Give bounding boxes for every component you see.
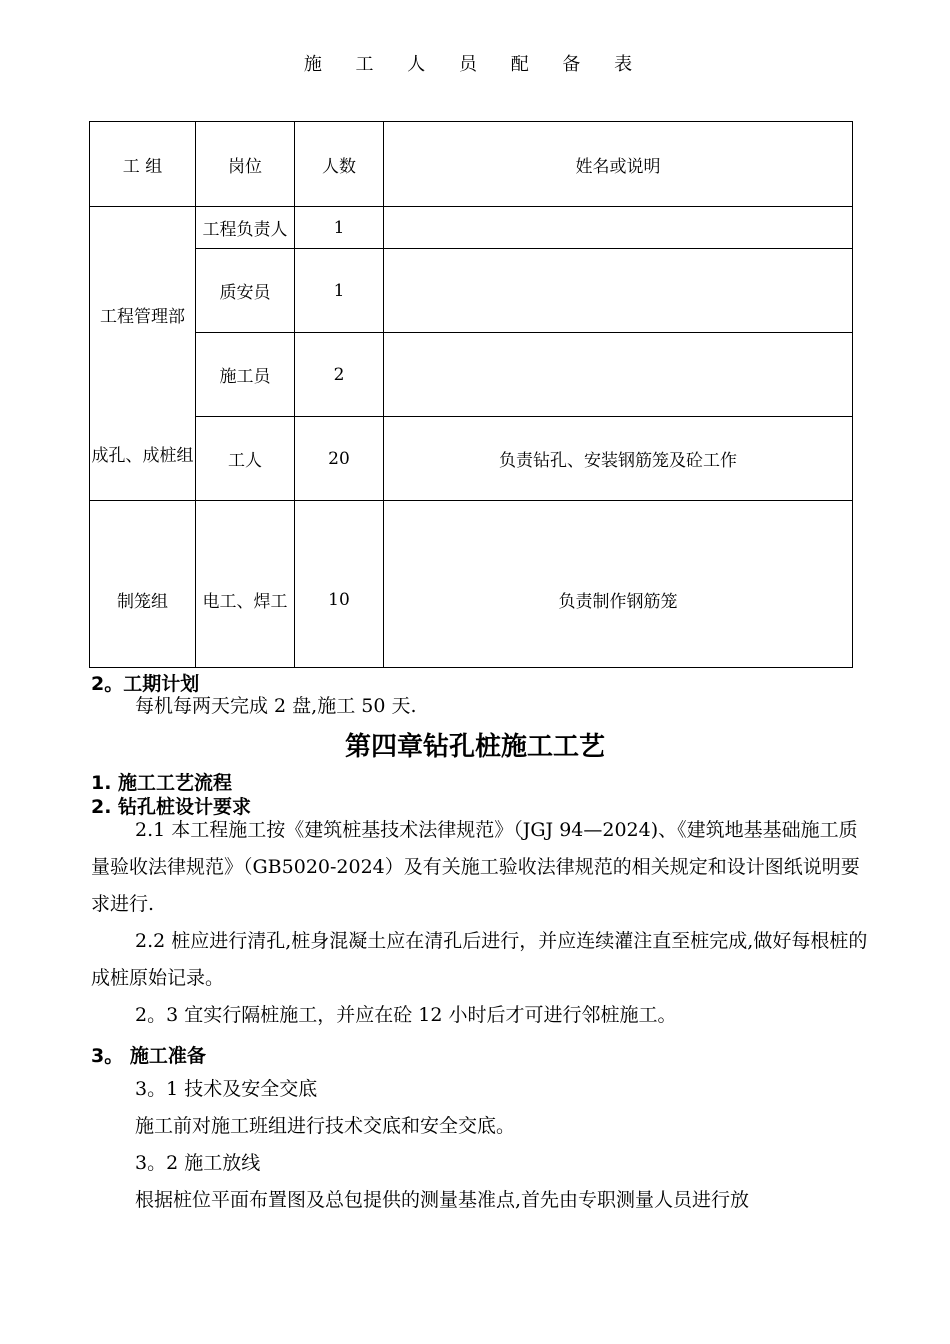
note-cell: 负责制作钢筋笼 bbox=[384, 501, 853, 668]
group-name: 工程管理部 bbox=[100, 307, 185, 327]
group-cell: 制笼组 bbox=[90, 501, 196, 668]
table-row bbox=[90, 207, 853, 249]
table-row bbox=[90, 333, 853, 417]
section-heading: 2. 钻孔桩设计要求 bbox=[91, 796, 252, 818]
table-header-row bbox=[90, 122, 853, 207]
chapter-title: 第四章钻孔桩施工工艺 bbox=[344, 732, 605, 762]
note-cell bbox=[384, 207, 853, 249]
position-cell: 电工、焊工 bbox=[196, 501, 295, 668]
paragraph: 施工前对施工班组进行技术交底和安全交底。 bbox=[135, 1115, 516, 1137]
paragraph: 每机每两天完成 2 盘,施工 50 天. bbox=[135, 695, 417, 717]
paragraph: 3。2 施工放线 bbox=[135, 1152, 261, 1174]
paragraph: 根据桩位平面布置图及总包提供的测量基准点,首先由专职测量人员进行放 bbox=[135, 1189, 750, 1211]
page-title: 施 工 人 员 配 备 表 bbox=[303, 54, 647, 75]
count-cell: 1 bbox=[295, 249, 384, 333]
section-heading: 2。工期计划 bbox=[91, 673, 200, 695]
note-cell bbox=[384, 249, 853, 333]
header-note: 姓名或说明 bbox=[384, 122, 853, 207]
count-cell: 10 bbox=[295, 501, 384, 668]
count-cell: 1 bbox=[295, 207, 384, 249]
paragraph: 3。1 技术及安全交底 bbox=[135, 1078, 318, 1100]
header-group: 工 组 bbox=[90, 122, 196, 207]
header-count: 人数 bbox=[295, 122, 384, 207]
position-cell: 工程负责人 bbox=[196, 207, 295, 249]
section-heading: 1. 施工工艺流程 bbox=[91, 772, 233, 794]
table-row bbox=[90, 501, 853, 668]
count-cell: 2 bbox=[295, 333, 384, 417]
group-name: 成孔、成桩组 bbox=[91, 446, 194, 466]
position-cell: 工人 bbox=[196, 417, 295, 501]
note-cell: 负责钻孔、安装钢筋笼及砼工作 bbox=[384, 417, 853, 501]
count-cell: 20 bbox=[295, 417, 384, 501]
header-position: 岗位 bbox=[196, 122, 295, 207]
position-cell: 质安员 bbox=[196, 249, 295, 333]
table-row bbox=[90, 417, 853, 501]
paragraph: 2.2 桩应进行清孔,桩身混凝土应在清孔后进行，并应连续灌注直至桩完成,做好每根桩的成桩原始记录。 bbox=[91, 930, 868, 989]
paragraph: 2。3 宜实行隔桩施工，并应在砼 12 小时后才可进行邻桩施工。 bbox=[135, 1004, 677, 1026]
table-row bbox=[90, 249, 853, 333]
paragraph: 2.1 本工程施工按《建筑桩基技术法律规范》（JGJ 94—2024)、《建筑地基基础施工质量验收法律规范》（GB5020-2024）及有关施工验收法律规范的相关规定和设计图纸说明要求进行. bbox=[91, 819, 860, 915]
section-heading: 3。 施工准备 bbox=[91, 1045, 206, 1067]
position-cell: 施工员 bbox=[196, 333, 295, 417]
staff-table bbox=[89, 121, 853, 668]
group-cell-merged bbox=[90, 207, 196, 501]
note-cell bbox=[384, 333, 853, 417]
